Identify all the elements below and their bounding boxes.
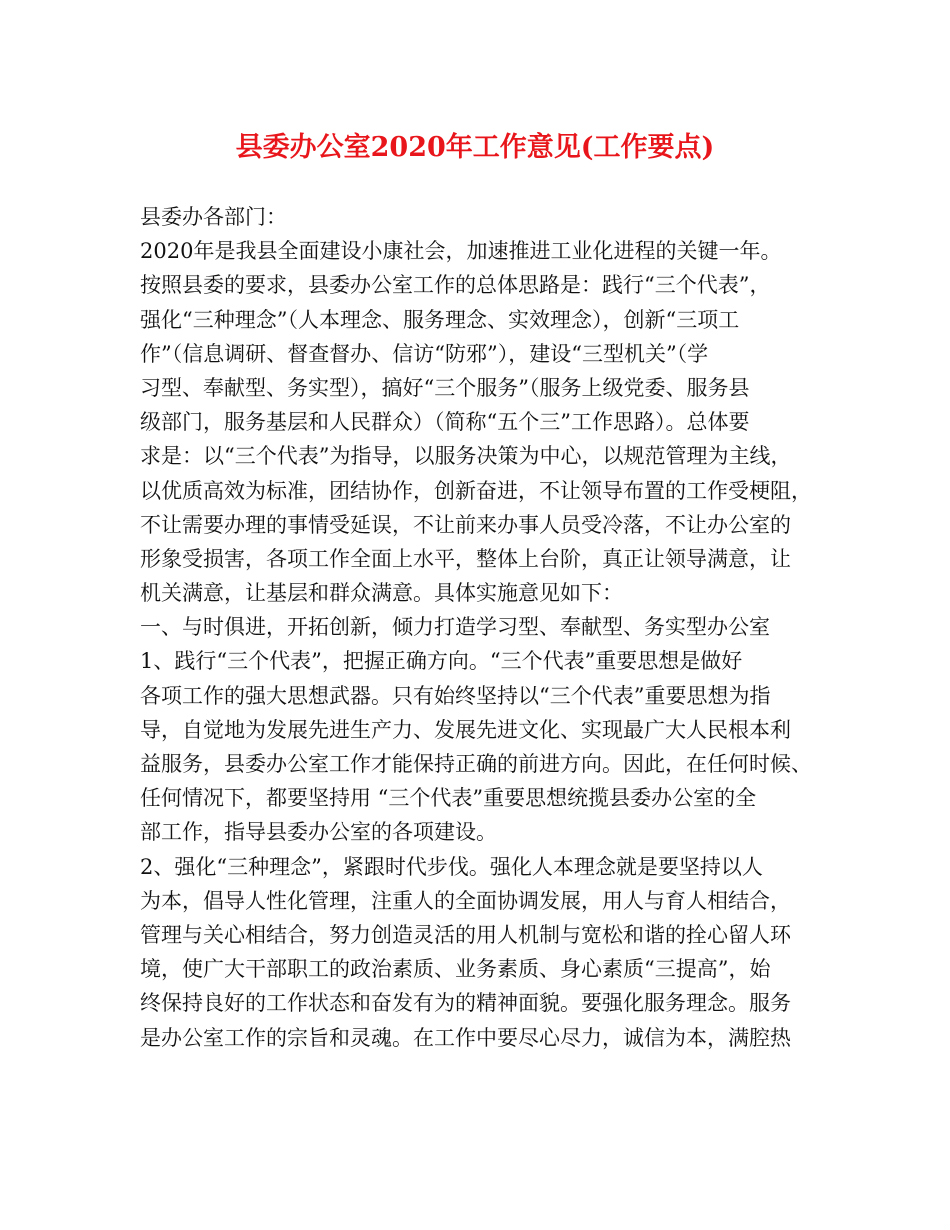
body-line: 强化“三种理念”（人本理念、服务理念、实效理念），创新“三项工: [140, 307, 740, 332]
body-line: 形象受损害，各项工作全面上水平，整体上台阶，真正让领导满意，让: [140, 546, 791, 571]
body-line: 求是：以“三个代表”为指导，以服务决策为中心，以规范管理为主线，: [140, 444, 792, 469]
body-line: 任何情况下，都要坚持用 “三个代表”重要思想统揽县委办公室的全: [140, 786, 757, 811]
body-line: 境，使广大干部职工的政治素质、业务素质、身心素质“三提高”，始: [140, 957, 771, 982]
body-line: 是办公室工作的宗旨和灵魂。在工作中要尽心尽力，诚信为本，满腔热: [140, 1025, 791, 1050]
body-line: 1、践行“三个代表”，把握正确方向。“三个代表”重要思想是做好: [140, 649, 743, 674]
body-line: 习型、奉献型、务实型），搞好“三个服务”（服务上级党委、服务县: [140, 375, 750, 400]
body-line: 级部门，服务基层和人民群众）（简称“五个三”工作思路）。总体要: [140, 410, 750, 435]
body-line: 2020年是我县全面建设小康社会，加速推进工业化进程的关键一年。: [140, 239, 782, 264]
body-line: 导，自觉地为发展先进生产力、发展先进文化、实现最广大人民根本利: [140, 717, 791, 742]
body-line: 终保持良好的工作状态和奋发有为的精神面貌。要强化服务理念。服务: [140, 991, 791, 1016]
document-body: [140, 200, 815, 1055]
document-title: 县委办公室2020年工作意见(工作要点): [235, 132, 715, 163]
body-line: 管理与关心相结合，努力创造灵活的用人机制与宽松和谐的拴心留人环: [140, 922, 791, 947]
body-line: 以优质高效为标准，团结协作，创新奋进，不让领导布置的工作受梗阻，: [140, 478, 812, 503]
body-line: 县委办各部门：: [140, 205, 287, 229]
body-line: 按照县委的要求，县委办公室工作的总体思路是：践行“三个代表”，: [140, 273, 771, 298]
section-heading: 一、与时俱进，开拓创新，倾力打造学习型、奉献型、务实型办公室: [140, 615, 770, 640]
body-line: 作”（信息调研、督查督办、信访“防邪”），建设“三型机关”（学: [140, 341, 709, 366]
body-line: 部工作，指导县委办公室的各项建设。: [140, 820, 497, 845]
body-line: 不让需要办理的事情受延误，不让前来办事人员受冷落，不让办公室的: [140, 512, 791, 537]
body-line: 机关满意，让基层和群众满意。具体实施意见如下：: [140, 581, 623, 606]
body-line: 各项工作的强大思想武器。只有始终坚持以“三个代表”重要思想为指: [140, 683, 771, 708]
body-line: 益服务，县委办公室工作才能保持正确的前进方向。因此，在任何时候、: [140, 752, 812, 776]
body-line: 为本，倡导人性化管理，注重人的全面协调发展，用人与育人相结合，: [140, 888, 791, 913]
body-line: 2、强化“三种理念”，紧跟时代步伐。强化人本理念就是要坚持以人: [140, 854, 763, 879]
